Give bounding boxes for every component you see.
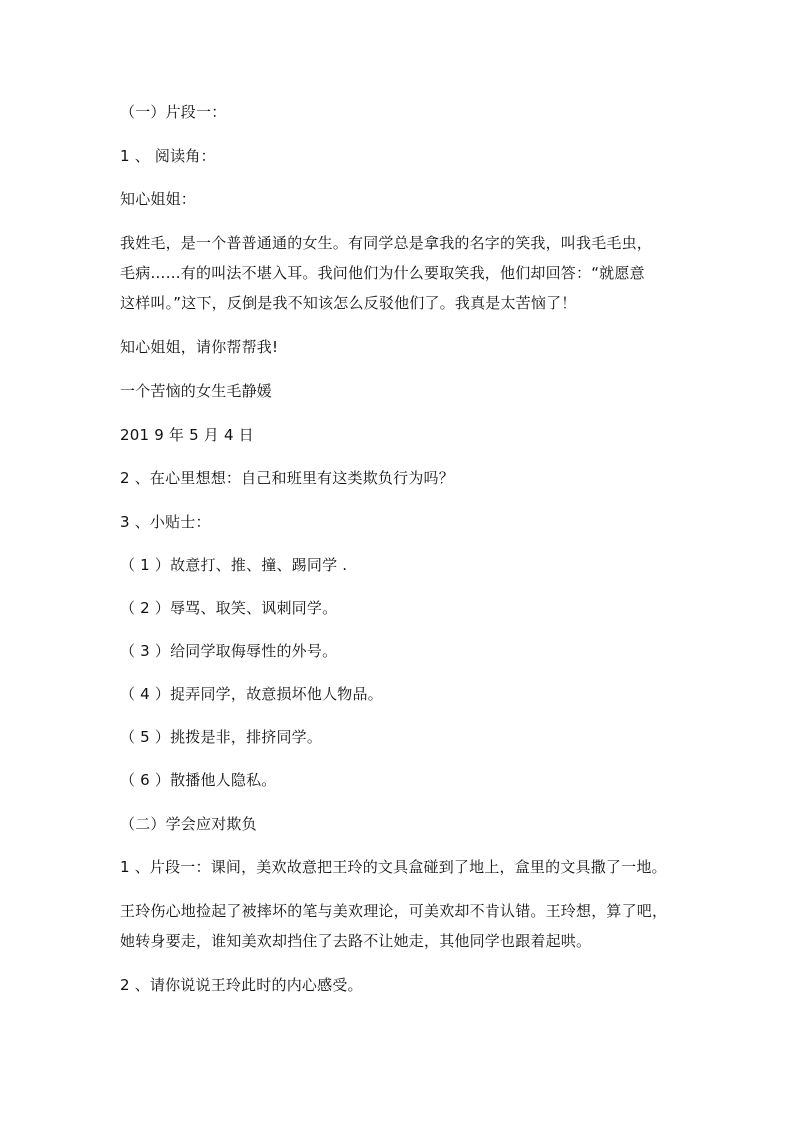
- scenario-line-3: 她转身要走，谁知美欢却挡住了去路不让她走，其他同学也跟着起哄。: [120, 932, 592, 950]
- tip-item-6: （ 6 ）散播他人隐私。: [120, 771, 277, 789]
- tip-item-3: （ 3 ）给同学取侮辱性的外号。: [120, 642, 338, 660]
- letter-date: 201 9 年 5 月 4 日: [120, 426, 254, 444]
- tip-item-5: （ 5 ）挑拨是非，排挤同学。: [120, 728, 323, 746]
- letter-salutation: 知心姐姐：: [120, 190, 197, 208]
- letter-body-line-3: 这样叫。”这下，反倒是我不知该怎么反驳他们了。我真是太苦恼了！: [120, 294, 577, 312]
- section-heading-1: （一）片段一：: [120, 103, 227, 121]
- item-reading-corner: 1 、 阅读角：: [120, 147, 216, 165]
- tip-item-2: （ 2 ）辱骂、取笑、讽刺同学。: [120, 599, 338, 617]
- letter-body-line-1: 我姓毛，是一个普普通通的女生。有同学总是拿我的名字的笑我，叫我毛毛虫，: [120, 234, 653, 252]
- tip-item-1: （ 1 ）故意打、推、撞、踢同学 .: [120, 556, 348, 574]
- letter-body-line-2: 毛病……有的叫法不堪入耳。我问他们为什么要取笑我，他们却回答：“就愿意: [120, 264, 645, 282]
- scenario-line-1: 1 、片段一：课间，美欢故意把王玲的文具盒碰到了地上，盒里的文具撒了一地。: [120, 858, 667, 876]
- scenario-line-2: 王玲伤心地捡起了被摔坏的笔与美欢理论，可美欢却不肯认错。王玲想，算了吧，: [120, 902, 668, 920]
- letter-request: 知心姐姐，请你帮帮我!: [120, 338, 279, 356]
- letter-signature: 一个苦恼的女生毛静媛: [120, 382, 273, 400]
- item-reflection: 2 、在心里想想：自己和班里有这类欺负行为吗？: [120, 469, 454, 487]
- item-tips: 3 、小贴士：: [120, 513, 211, 531]
- item-feelings-question: 2 、请你说说王玲此时的内心感受。: [120, 976, 363, 994]
- tip-item-4: （ 4 ）捉弄同学，故意损坏他人物品。: [120, 685, 383, 703]
- section-heading-2: （二）学会应对欺负: [120, 815, 257, 833]
